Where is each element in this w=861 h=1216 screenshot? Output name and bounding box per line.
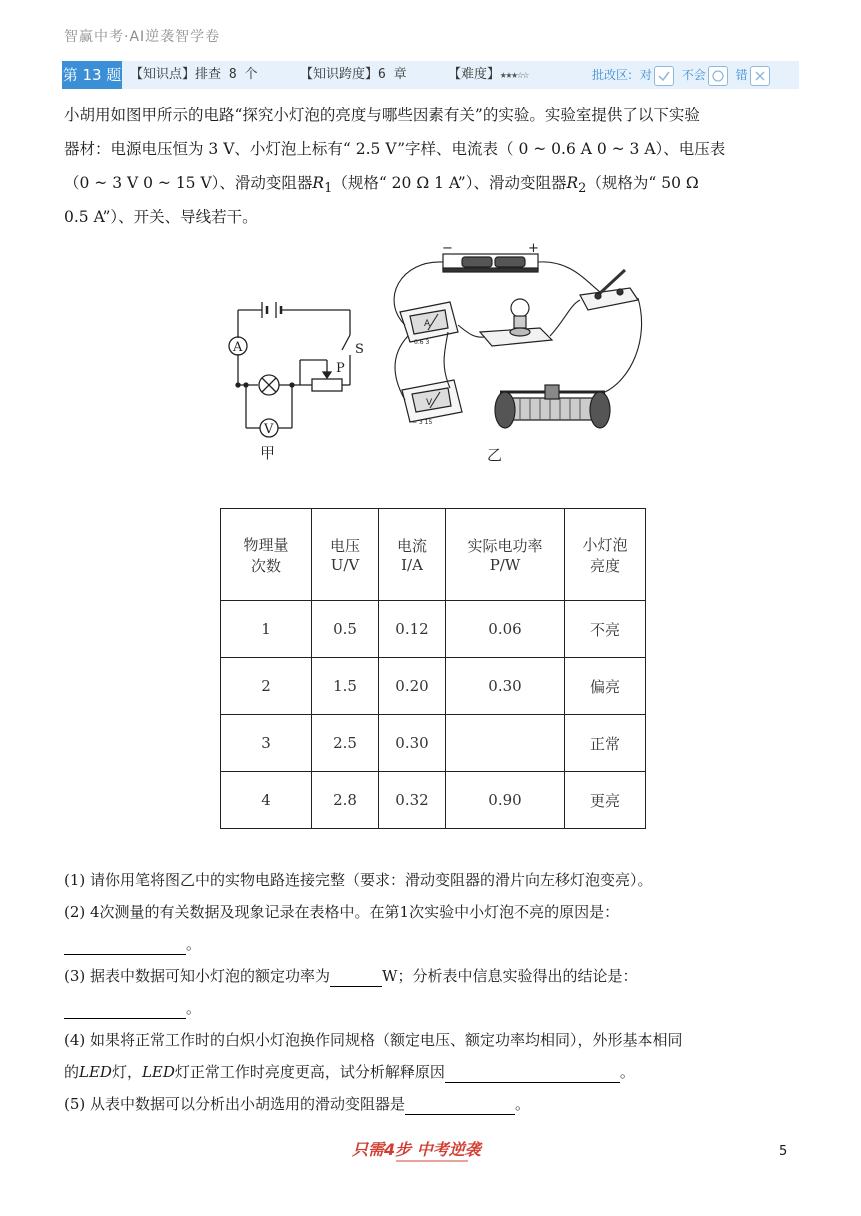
question-3: (3) 据表中数据可知小灯泡的额定功率为 W；分析表中信息实验得出的结论是： (64, 967, 638, 985)
header-current: 电流 I/A (379, 509, 446, 601)
answer-blank-q3-power[interactable] (330, 970, 382, 987)
question-2-answer: 。 (64, 933, 804, 955)
review-unknown-checkbox[interactable] (708, 66, 728, 86)
ammeter-face-label: A (424, 319, 431, 329)
circuit-figure (200, 240, 660, 470)
battery-plus-label: + (528, 241, 539, 256)
question-5: (5) 从表中数据可以分析出小胡选用的滑动变阻器是 。 (64, 1095, 531, 1113)
circuit-diagram-jia (229, 302, 350, 437)
intro-line-4: 0.5 A”）、开关、导线若干。 (64, 208, 258, 226)
question-4-line-1: (4) 如果将正常工作时的白炽小灯泡换作同规格（额定电压、额定功率均相同），外形基本相同 (64, 1031, 683, 1049)
question-3-answer: 。 (64, 997, 804, 1019)
question-1: (1) 请你用笔将图乙中的实物电路连接完整（要求：滑动变阻器的滑片向左移灯泡变亮）。 (64, 871, 653, 889)
question-4-line-2: 的LED灯，LED灯正常工作时亮度更高，试分析解释原因 。 (64, 1063, 635, 1081)
review-wrong-label: 错 (735, 68, 748, 82)
difficulty-label: 【难度】★★★☆☆ (448, 67, 529, 82)
review-right-checkbox[interactable] (654, 66, 674, 86)
review-right-label: 对 (639, 68, 652, 82)
review-unknown-label: 不会 (681, 68, 706, 82)
header-brand: 智赢中考·AI逆袭智学卷 (64, 29, 221, 45)
figure-jia-label: 甲 (260, 444, 276, 462)
table-row: 4 2.8 0.32 0.90 更亮 (221, 772, 646, 829)
answer-blank-q3-conclusion[interactable] (64, 1002, 186, 1019)
voltmeter-scale: − 3 15 (412, 419, 433, 426)
intro-line-1: 小胡用如图甲所示的电路“探究小灯泡的亮度与哪些因素有关”的实验。实验室提供了以下实验 (64, 106, 700, 124)
rheostat-symbol (312, 379, 342, 391)
ammeter-label: A (233, 340, 243, 355)
answer-blank-q4[interactable] (445, 1066, 620, 1083)
page-number: 5 (779, 1144, 788, 1159)
review-area (592, 61, 774, 89)
voltmeter-label: V (264, 422, 274, 437)
question-2: (2) 4次测量的有关数据及现象记录在表格中。在第1次实验中小灯泡不亮的原因是： (64, 903, 620, 921)
ammeter-scale: 0.6 3 (414, 339, 430, 346)
footer-slogan: 只需4步 中考逆袭 (352, 1140, 481, 1159)
table-header-row (221, 509, 646, 601)
battery-minus-label: − (442, 241, 453, 256)
intro-line-2: 器材：电源电压恒为 3 V、小灯泡上标有“ 2.5 V”字样、电流表（ 0 ~ 0.6 A 0 ~ 3 A）、电压表 (64, 140, 726, 158)
header-trial: 物理量 次数 (221, 509, 312, 601)
knowledge-span: 【知识跨度】6 章 (300, 67, 407, 82)
header-power: 实际电功率 P/W (446, 509, 565, 601)
voltmeter-face-label: V (426, 398, 433, 408)
difficulty-stars: ★★★☆☆ (500, 68, 529, 81)
review-label: 批改区: (592, 68, 633, 82)
question-number: 第 13 题 (62, 61, 122, 89)
header-brightness: 小灯泡 亮度 (565, 509, 646, 601)
review-wrong-checkbox[interactable] (750, 66, 770, 86)
answer-blank-q2[interactable] (64, 938, 186, 955)
switch-label: S (355, 342, 364, 357)
table-row: 1 0.5 0.12 0.06 不亮 (221, 601, 646, 658)
figure-yi-label: 乙 (487, 446, 503, 464)
question-bar (62, 61, 799, 89)
intro-line-3: （0 ~ 3 V 0 ~ 15 V）、滑动变阻器$R_1$（规格“ 20 Ω 1 A”）、滑动变阻器$R_2$（规格为“ 50 Ω (64, 174, 699, 197)
table-row: 3 2.5 0.30 正常 (221, 715, 646, 772)
table-row: 2 1.5 0.20 0.30 偏亮 (221, 658, 646, 715)
data-table (220, 508, 646, 829)
answer-blank-q5[interactable] (405, 1098, 515, 1115)
knowledge-points: 【知识点】排查 8 个 (130, 67, 258, 82)
footer-underline (396, 1160, 469, 1162)
slider-label: P (336, 361, 345, 376)
header-voltage: 电压 U/V (312, 509, 379, 601)
